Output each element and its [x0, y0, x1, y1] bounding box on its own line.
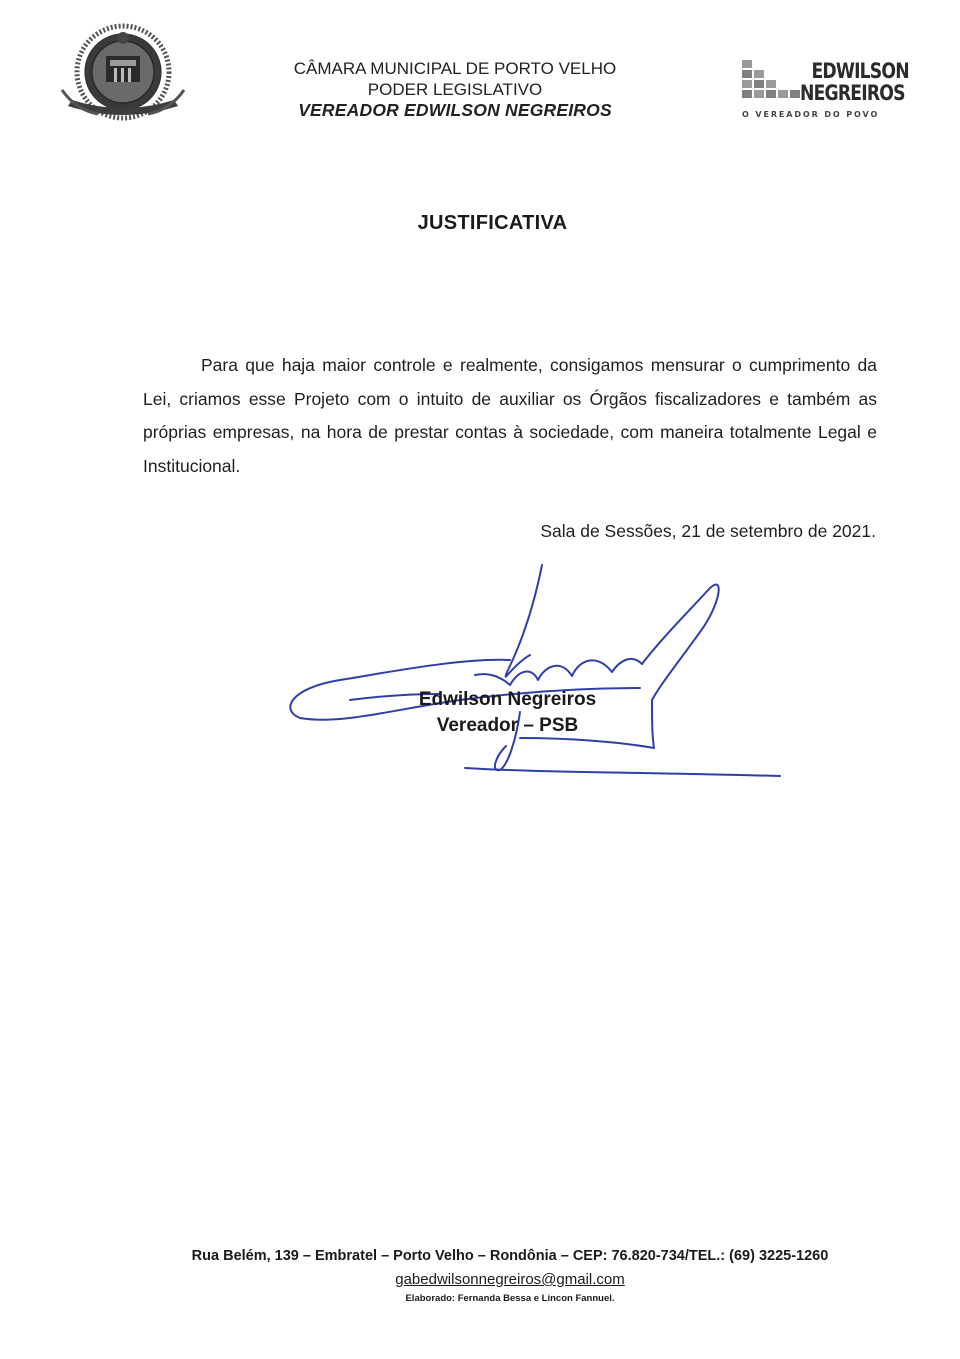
- brand-tagline: O VEREADOR DO POVO: [742, 110, 880, 119]
- footer-address: Rua Belém, 139 – Embratel – Porto Velho – Rondônia – CEP: 76.820-734/TEL.: (69) 3225-1260: [191, 1248, 829, 1264]
- signer-role: Vereador – PSB: [436, 715, 579, 736]
- brand-name-first: EDWILSON: [811, 59, 909, 83]
- justification-paragraph: Para que haja maior controle e realmente, consigamos mensurar o cumprimento da Lei, criamos esse Projeto com o intuito de auxiliar os Órgãos fiscalizadores e também as próprias empresas, na hora de prestar contas à sociedade, com maneira totalmente Legal e Institucional.: [143, 355, 877, 476]
- document-title: JUSTIFICATIVA: [417, 212, 568, 234]
- footer-credit: Elaborado: Fernanda Bessa e Lincon Fannuel.: [405, 1293, 615, 1304]
- handwritten-signature: [280, 560, 790, 790]
- signer-name: Edwilson Negreiros: [418, 689, 597, 710]
- municipal-seal-logo: [58, 20, 188, 125]
- letterhead: [250, 58, 660, 121]
- session-date-line: Sala de Sessões, 21 de setembro de 2021.: [540, 521, 876, 541]
- brand-name-last: NEGREIROS: [800, 81, 905, 105]
- header-chamber-name: CÂMARA MUNICIPAL DE PORTO VELHO: [293, 59, 617, 78]
- brand-name: [800, 60, 909, 104]
- header-councilor-name: VEREADOR EDWILSON NEGREIROS: [298, 100, 612, 120]
- header-legislative-power: PODER LEGISLATIVO: [367, 80, 543, 99]
- footer-email-link[interactable]: gabedwilsonnegreiros@gmail.com: [395, 1271, 625, 1288]
